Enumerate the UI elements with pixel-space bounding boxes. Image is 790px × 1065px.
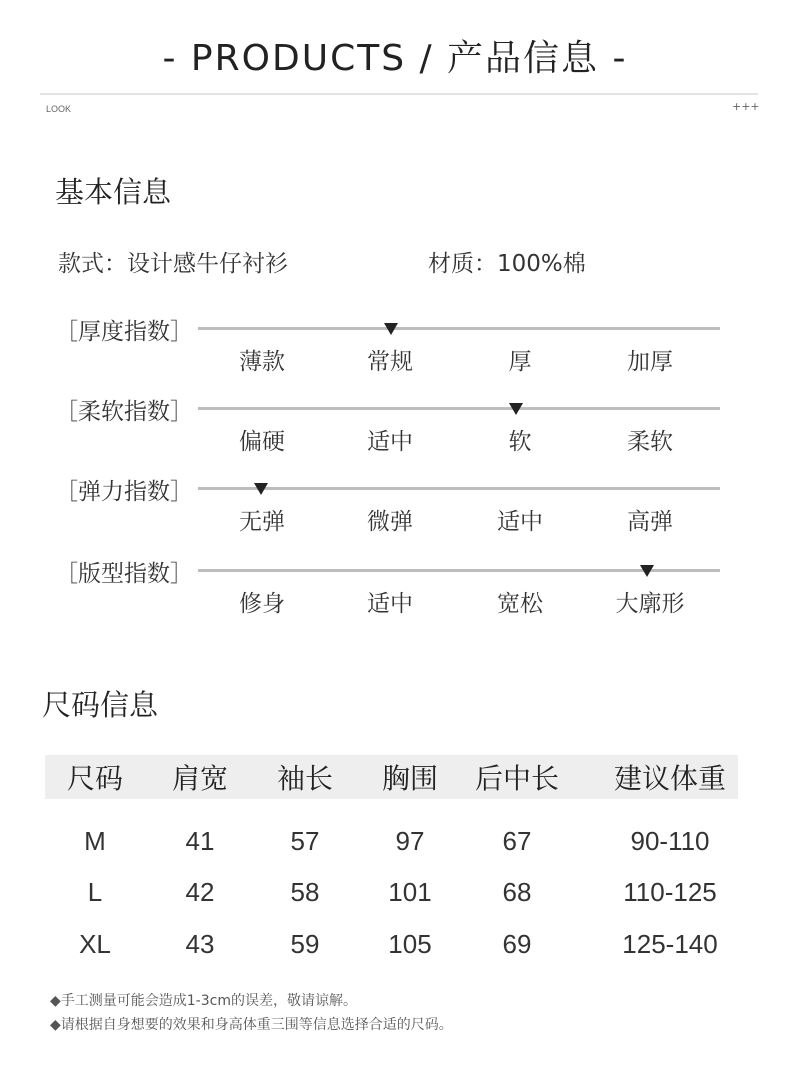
size-table-cell: 57 [290,826,320,856]
plus-decoration: +++ [732,100,760,113]
size-table-cell: 110-125 [623,877,717,907]
header-divider [40,93,758,95]
index-label: ［柔软指数］ [55,399,193,425]
measurement-note: ◆手工测量可能会造成1-3cm的误差，敬请谅解。 [50,993,357,1009]
index-scale-line [198,327,720,330]
page-title: - PRODUCTS / 产品信息 - [162,38,628,79]
index-scale-line [198,407,720,410]
size-table-cell: M [84,826,106,856]
index-option: 厚 [508,349,532,375]
index-marker [254,483,268,495]
size-table-cell: XL [79,929,111,959]
index-option: 加厚 [627,349,673,375]
size-table-cell: 67 [502,826,532,856]
index-option: 适中 [367,591,413,617]
size-table-cell: 105 [388,929,432,959]
size-table-cell: 101 [388,877,432,907]
size-table-cell: 59 [290,929,320,959]
style-spec: 款式：设计感牛仔衬衫 [58,251,288,277]
size-table-cell: 43 [185,929,215,959]
index-option: 柔软 [627,429,673,455]
size-table-cell: 41 [185,826,215,856]
index-option: 软 [508,429,532,455]
size-column-header: 尺码 [66,762,123,795]
size-table-cell: 125-140 [622,929,718,959]
index-option: 薄款 [239,349,285,375]
index-option: 偏硬 [239,429,285,455]
size-table-cell: L [87,877,103,907]
index-option: 无弹 [239,509,285,535]
index-option: 宽松 [497,591,543,617]
size-table-cell: 69 [502,929,532,959]
size-table-cell: 90-110 [630,826,710,856]
index-option: 适中 [367,429,413,455]
index-marker [640,565,654,577]
index-label: ［弹力指数］ [55,479,193,505]
size-table-cell: 58 [290,877,320,907]
index-option: 修身 [239,591,285,617]
size-column-header: 后中长 [474,762,559,795]
index-scale-line [198,487,720,490]
index-option: 大廓形 [615,591,685,617]
basic-info-title: 基本信息 [55,175,172,209]
index-option: 高弹 [627,509,673,535]
index-option: 适中 [497,509,543,535]
size-info-title: 尺码信息 [42,688,159,722]
index-marker [384,323,398,335]
size-table-cell: 97 [395,826,425,856]
index-marker [509,403,523,415]
size-table-cell: 68 [502,877,532,907]
index-label: ［版型指数］ [55,561,193,587]
index-option: 微弹 [367,509,413,535]
index-option: 常规 [367,349,413,375]
look-label: LOOK [46,104,72,114]
size-column-header: 袖长 [276,762,333,795]
index-label: ［厚度指数］ [55,319,193,345]
size-advice-note: ◆请根据自身想要的效果和身高体重三围等信息选择合适的尺码。 [50,1017,453,1033]
size-column-header: 肩宽 [171,762,228,795]
material-spec: 材质：100%棉 [428,251,586,277]
size-column-header: 胸围 [381,762,438,795]
size-column-header: 建议体重 [613,762,726,795]
size-table-cell: 42 [185,877,215,907]
